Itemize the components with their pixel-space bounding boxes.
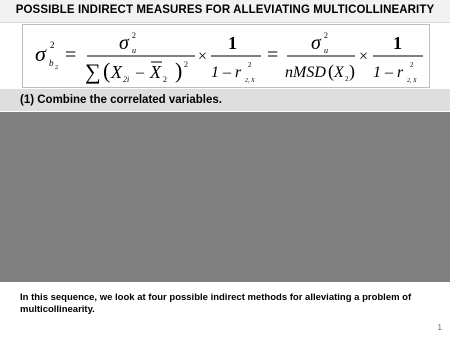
formula-minus-1: – [136, 64, 144, 81]
formula-sub-num-2: u [324, 46, 328, 55]
formula-sub-2i: 2i [123, 75, 130, 84]
formula-nmsd-lparen: ( [328, 61, 334, 81]
formula-equals-1: = [65, 44, 77, 66]
formula-equals-2: = [267, 44, 279, 66]
formula-one-minus-r-1: 1 – r [211, 64, 242, 81]
formula-sup-paren-1: 2 [184, 60, 188, 69]
formula-sum-1: ∑ [85, 59, 101, 84]
formula-sub-r-1: 2, X [245, 78, 255, 84]
formula-nmsd-sub: 2 [345, 75, 349, 83]
formula-sup-num-2: 2 [324, 31, 328, 40]
formula-sub-xbar: 2 [163, 75, 167, 84]
formula-nmsd: nMSD [285, 64, 326, 81]
title-bar [0, 0, 450, 23]
formula-sup-r-1: 2 [248, 61, 252, 69]
formula-times-2: × [359, 48, 369, 65]
content-placeholder [0, 112, 450, 282]
formula-sigma-num-1: σ [119, 32, 129, 54]
formula-xbar: X [150, 62, 161, 82]
formula-sup-lhs: 2 [50, 40, 55, 50]
slide-title: POSSIBLE INDIRECT MEASURES FOR ALLEVIATING MULTICOLLINEARITY [15, 4, 435, 16]
formula-one-num-2: 1 [393, 33, 402, 53]
narration-text: In this sequence, we look at four possible indirect methods for alleviating a problem of multicollinearity. [20, 292, 412, 315]
page-number: 1 [437, 323, 442, 332]
formula-box [22, 24, 430, 88]
formula-sub-lhs-b: b [49, 58, 54, 68]
formula-sup-r-2: 2 [410, 61, 414, 69]
formula-sigma-num-2: σ [311, 32, 321, 54]
formula-sigma-lhs: σ [35, 41, 46, 66]
variance-formula [23, 25, 429, 87]
formula-one-minus-r-2: 1 – r [373, 64, 404, 81]
step-banner [0, 89, 450, 111]
formula-lparen-1: ( [103, 58, 111, 83]
formula-sub-lhs-2: 2 [55, 65, 58, 71]
formula-one-num-1: 1 [228, 33, 237, 53]
formula-nmsd-x: X [334, 64, 344, 81]
formula-sup-num-1: 2 [132, 31, 136, 40]
formula-rparen-1: ) [175, 58, 183, 83]
formula-sub-num-1: u [132, 46, 136, 55]
step-label: (1) Combine the correlated variables. [20, 94, 222, 106]
formula-sub-r-2: 2, X [407, 78, 417, 84]
formula-nmsd-rparen: ) [349, 61, 355, 81]
formula-x2i: X [111, 62, 122, 82]
formula-times-1: × [198, 48, 208, 65]
